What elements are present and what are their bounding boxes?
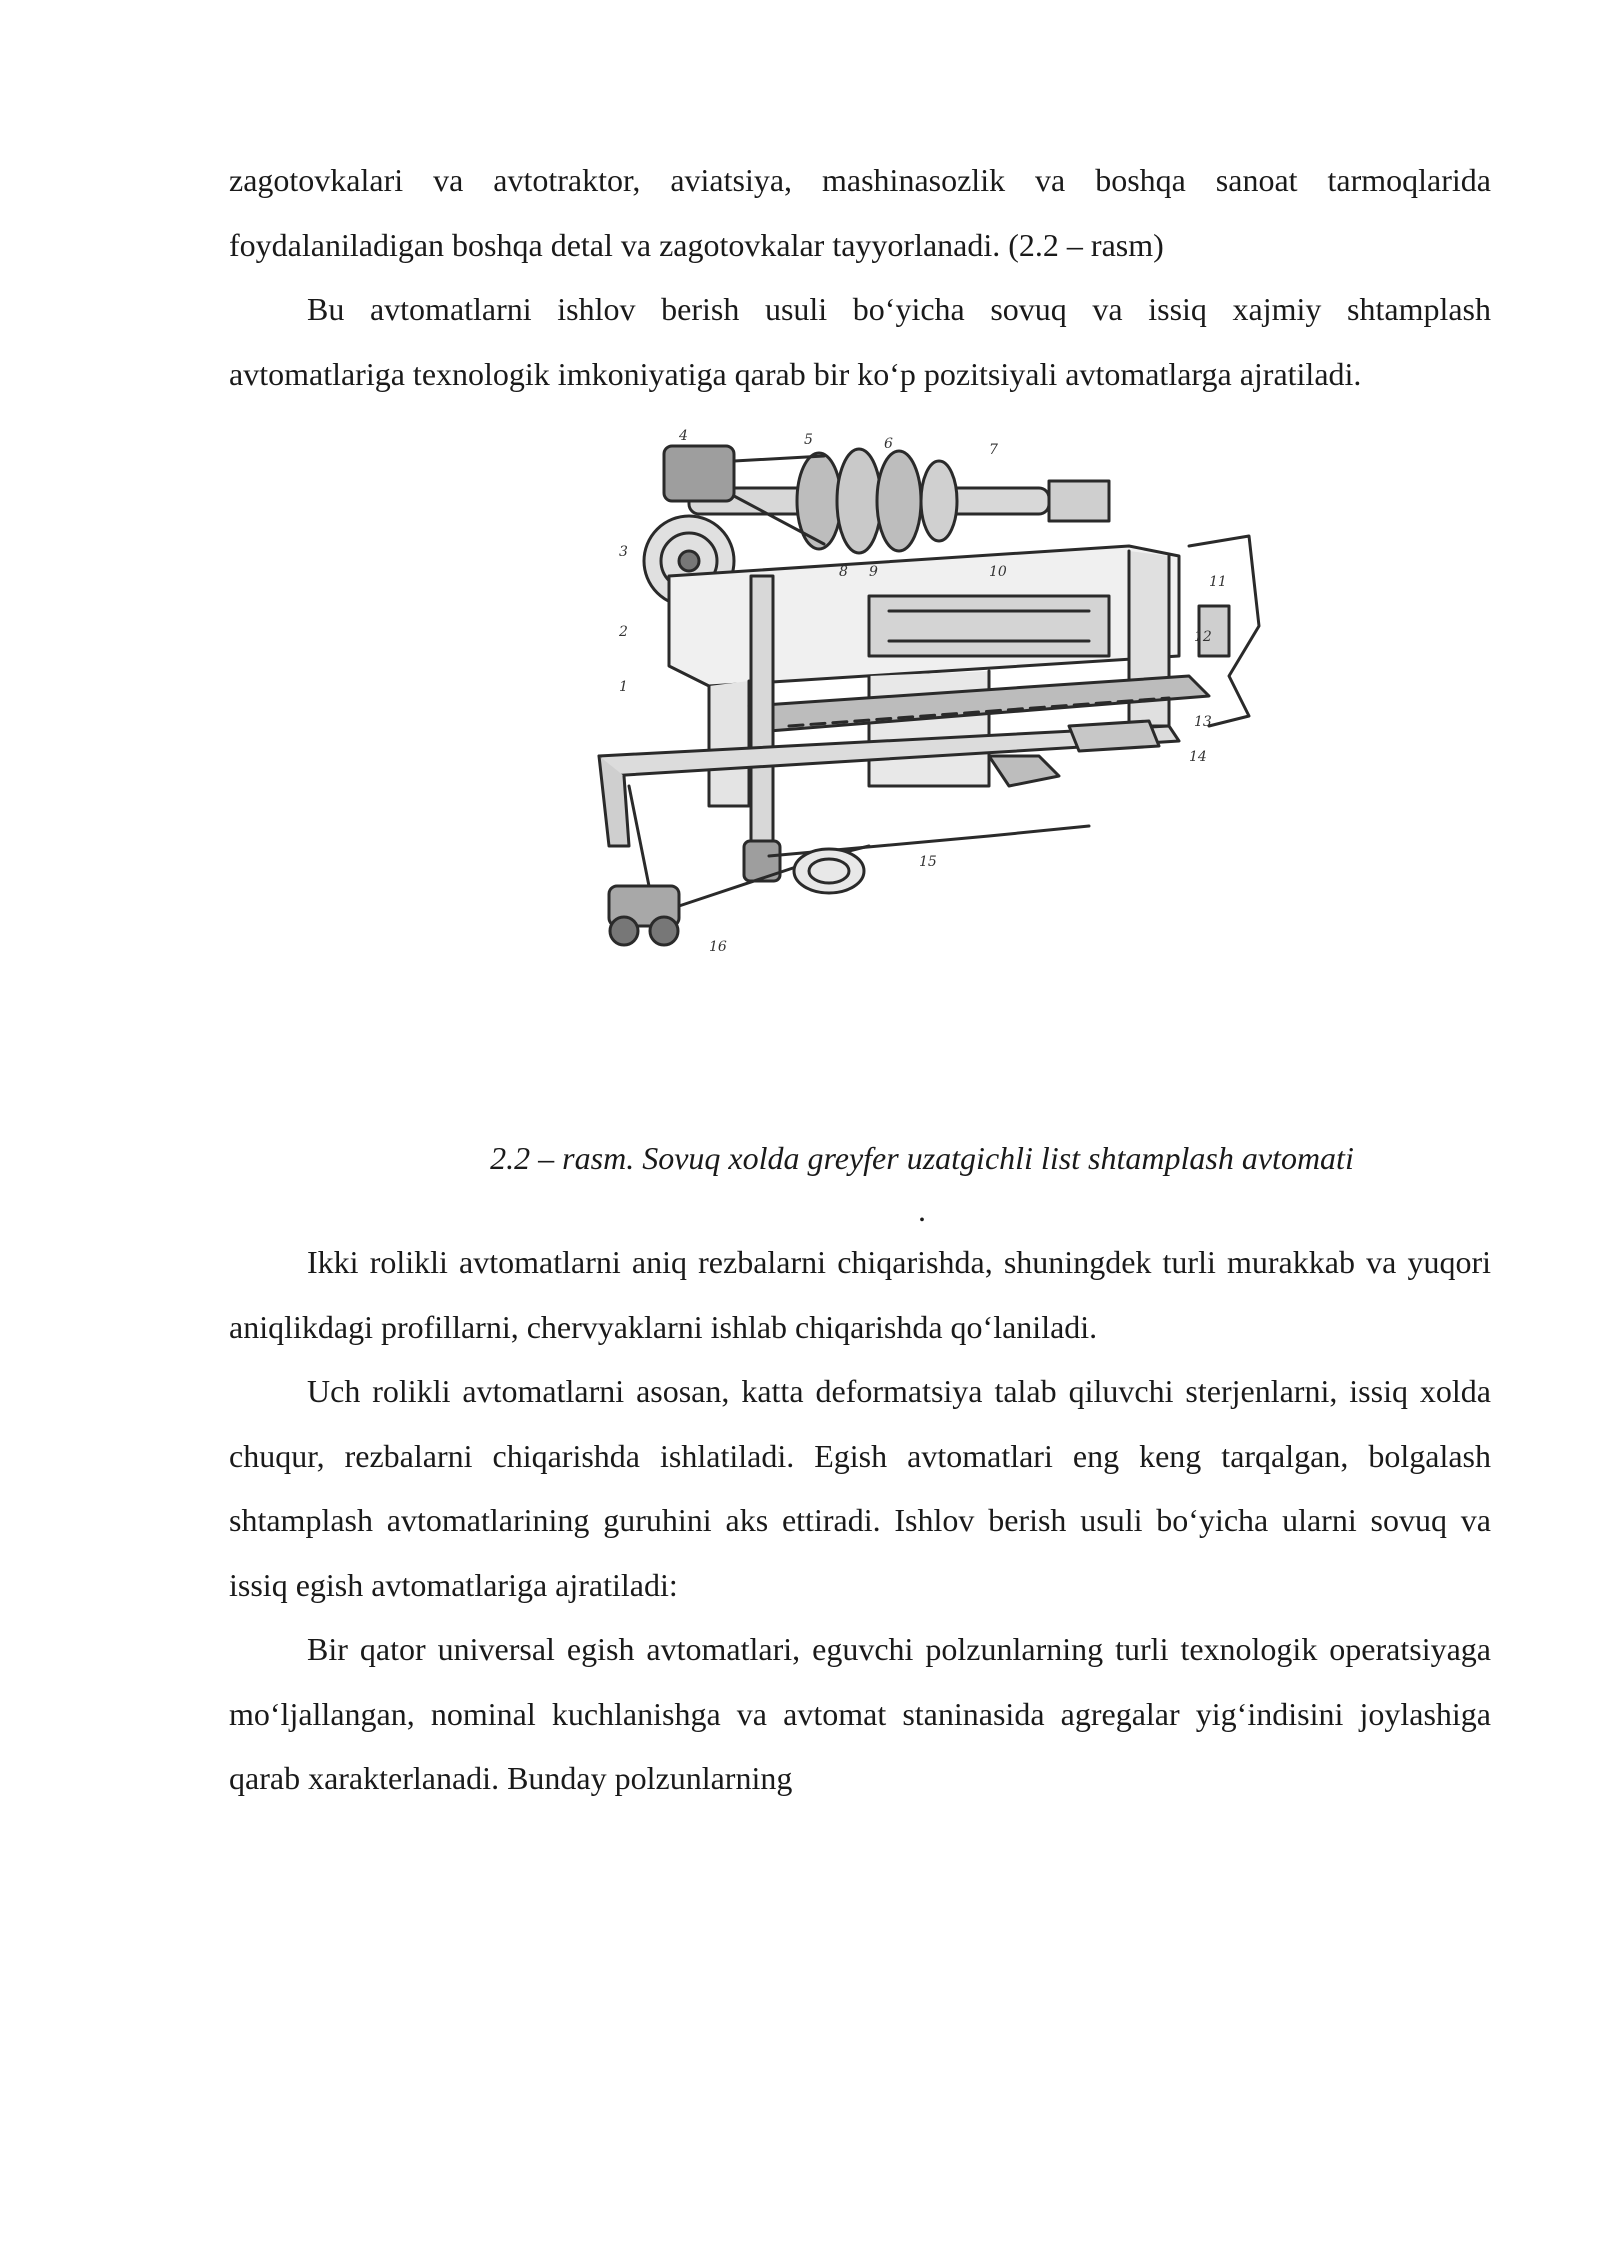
paragraph-4: Uch rolikli avtomatlarni asosan, katta deformatsiya talab qiluvchi sterjenlarni, issiq xolda chuqur, rezbalarni chiqarishda ishlatiladi. Egish avtomatlari eng keng tarqalgan, bolgalash shtamplash avtomatlarining guruhini aks ettiradi. Ishlov berish usuli bo‘yicha ularni sovuq va issiq egish avtomatlariga ajratiladi: (229, 1373, 1491, 1603)
label-5: 5 (804, 432, 813, 448)
label-7: 7 (989, 442, 998, 458)
figure-caption: 2.2 – rasm. Sovuq xolda greyfer uzatgichli list shtamplash avtomati (490, 1140, 1354, 1176)
label-16: 16 (709, 939, 727, 955)
caption-dot: . (918, 1192, 926, 1228)
label-14: 14 (1189, 749, 1207, 765)
paragraph-1: zagotovkalari va avtotraktor, aviatsiya, mashinasozlik va boshqa sanoat tarmoqlarida foydalaniladigan boshqa detal va zagotovkalar tayyorlanadi. (2.2 – rasm) (229, 162, 1491, 263)
label-10: 10 (989, 564, 1007, 580)
document-page (229, 148, 1491, 1811)
label-3: 3 (619, 544, 628, 560)
label-12: 12 (1194, 629, 1212, 645)
paragraph-2: Bu avtomatlarni ishlov berish usuli bo‘yicha sovuq va issiq xajmiy shtamplash avtomatlariga texnologik imkoniyatiga qarab bir ko‘p pozitsiyali avtomatlarga ajratiladi. (229, 291, 1491, 392)
label-6: 6 (884, 436, 893, 452)
label-15: 15 (919, 854, 937, 870)
label-4: 4 (679, 428, 688, 444)
label-8: 8 (839, 564, 848, 580)
label-2: 2 (619, 624, 628, 640)
figure-stamping-machine (229, 426, 1491, 1126)
label-11: 11 (1209, 574, 1227, 590)
paragraph-3: Ikki rolikli avtomatlarni aniq rezbalarni chiqarishda, shuningdek turli murakkab va yuqori aniqlikdagi profillarni, chervyaklarni ishlab chiqarishda qo‘laniladi. (229, 1244, 1491, 1345)
label-9: 9 (869, 564, 878, 580)
label-13: 13 (1194, 714, 1212, 730)
paragraph-5: Bir qator universal egish avtomatlari, eguvchi polzunlarning turli texnologik operatsiyaga mo‘ljallangan, nominal kuchlanishga va avtomat staninasida agregalar yig‘indisini joylashiga qarab xarakterlanadi. Bunday polzunlarning (229, 1631, 1491, 1796)
stamping-machine-illustration (569, 426, 1289, 966)
label-1: 1 (619, 679, 628, 695)
